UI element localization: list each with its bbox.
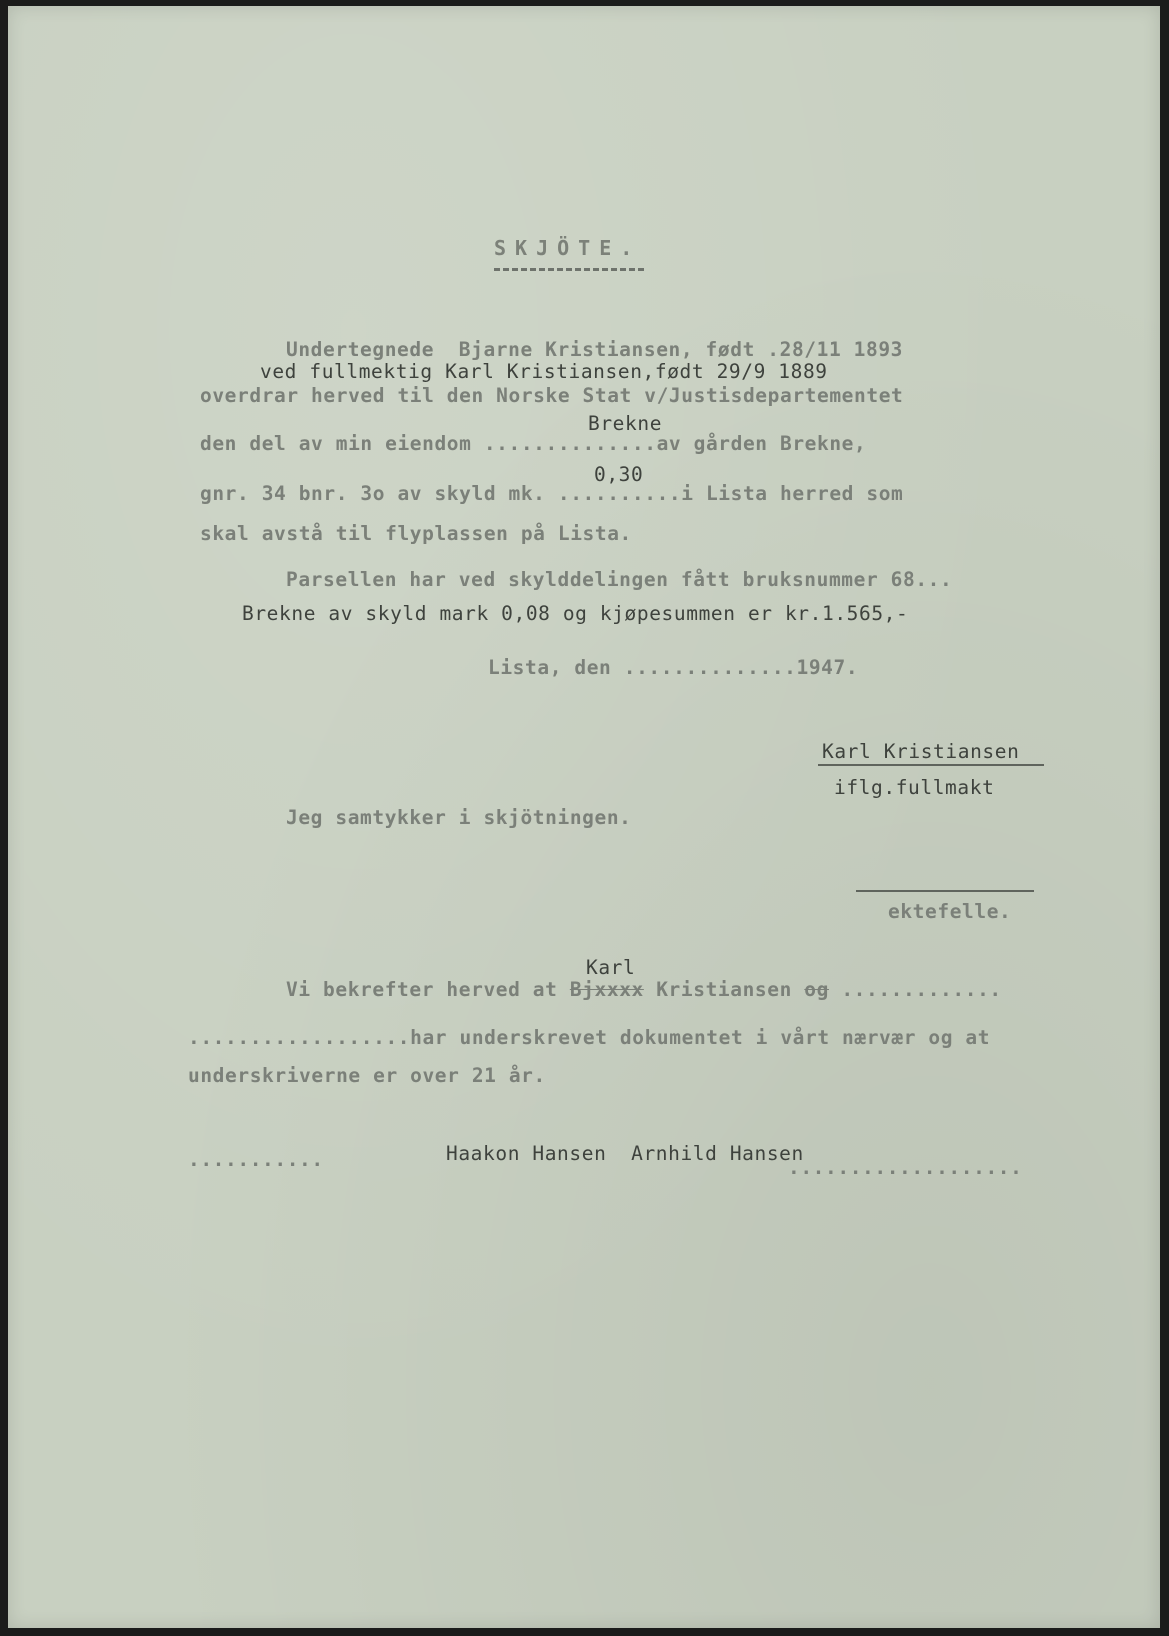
insert-brekne: Brekne xyxy=(588,412,663,435)
title-underline xyxy=(494,268,644,271)
witness-line-1-c: ............. xyxy=(828,978,1002,1001)
witness-line-1-a: Vi bekrefter herved at xyxy=(286,978,570,1001)
witness-line-1-b: Kristiansen xyxy=(643,978,805,1001)
text-line-2: ved fullmektig Karl Kristiansen,født 29/9 1889 xyxy=(260,360,828,383)
spouse-label: ektefelle. xyxy=(888,900,1012,923)
text-line-7: Parsellen har ved skylddelingen fått bruksnummer 68... xyxy=(286,568,953,591)
witness-signatures: Haakon Hansen Arnhild Hansen xyxy=(446,1142,804,1165)
witness-dots-right: ................... xyxy=(788,1156,1023,1179)
consent-line: Jeg samtykker i skjötningen. xyxy=(286,806,632,829)
spouse-signature-line xyxy=(856,890,1034,892)
witness-line-1 xyxy=(286,978,1002,1001)
place-date-line: Lista, den ..............1947. xyxy=(488,656,859,679)
document-page xyxy=(8,6,1160,1628)
witness-line-3: underskriverne er over 21 år. xyxy=(188,1064,546,1087)
signature-authority: iflg.fullmakt xyxy=(834,776,995,799)
signature-name: Karl Kristiansen xyxy=(822,740,1020,763)
struck-og: og xyxy=(804,978,829,1001)
document-title: SKJÖTE. xyxy=(494,236,642,260)
signature-underline xyxy=(818,764,1044,766)
text-line-4: den del av min eiendom ..............av gården Brekne, xyxy=(200,432,867,455)
text-line-6: skal avstå til flyplassen på Lista. xyxy=(200,522,632,545)
text-line-3: overdrar herved til den Norske Stat v/Justisdepartementet xyxy=(200,384,904,407)
witness-dots-left: ........... xyxy=(188,1148,324,1171)
text-line-8: Brekne av skyld mark 0,08 og kjøpesummen er kr.1.565,- xyxy=(242,602,909,625)
struck-name: Bjxxxx xyxy=(569,978,644,1001)
text-line-1: Undertegnede Bjarne Kristiansen, født .28/11 1893 xyxy=(286,338,903,361)
insert-karl: Karl xyxy=(586,956,636,979)
text-line-5: gnr. 34 bnr. 3o av skyld mk. ..........i Lista herred som xyxy=(200,482,904,505)
witness-line-2: ..................har underskrevet dokumentet i vårt nærvær og at xyxy=(188,1026,991,1049)
insert-skyld: 0,30 xyxy=(594,463,644,486)
